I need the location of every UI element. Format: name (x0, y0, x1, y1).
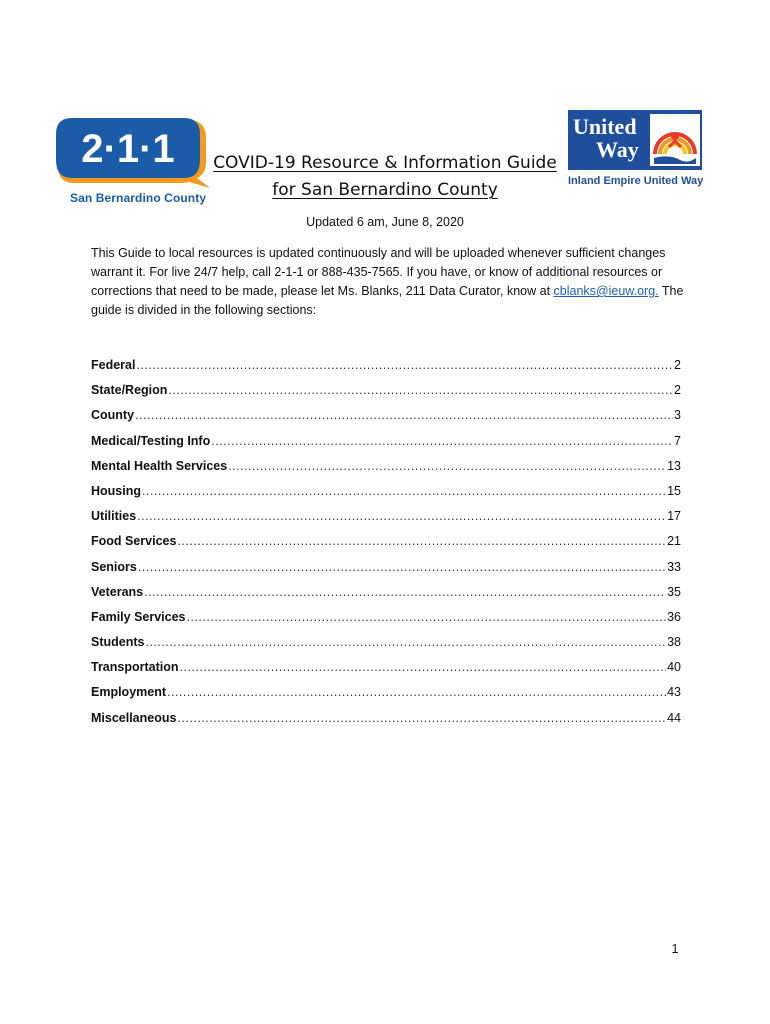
title-line-2: for San Bernardino County (272, 180, 498, 200)
document-title (200, 150, 570, 204)
toc-leader (144, 585, 666, 599)
toc-label: Federal (91, 358, 136, 372)
title-line-1: COVID-19 Resource & Information Guide (213, 153, 557, 173)
toc-label: Family Services (91, 609, 186, 624)
toc-page: 3 (674, 408, 681, 423)
toc-entry[interactable] (91, 434, 681, 459)
toc-page: 13 (667, 458, 681, 473)
toc-label: Students (91, 635, 145, 650)
toc-label: Miscellaneous (91, 710, 177, 725)
toc-leader (145, 635, 666, 649)
logo-211-caption: San Bernardino County (70, 191, 207, 205)
logo-211-number: 2·1·1 (81, 127, 175, 171)
toc-page: 2 (674, 358, 681, 372)
toc-leader (138, 560, 666, 574)
toc-label: Veterans (91, 584, 144, 599)
toc-leader (177, 534, 666, 548)
toc-label: Housing (91, 483, 141, 498)
toc-leader (142, 484, 666, 498)
toc-label: State/Region (91, 383, 168, 398)
intro-text: This Guide to local resources is updated continuously and will be uploaded whenever sufficient changes warrant it. For live 24/7 help, call 2-1-1 or 888-435-7565. If you have, or know of additional resources or corrections that need to be made, please let Ms. Blanks, 211 Data Curator, know at (91, 246, 666, 298)
intro-text-after: The guide is divided in the following sections: (91, 284, 684, 317)
toc-label: Seniors (91, 559, 137, 574)
toc-leader (137, 509, 666, 523)
toc-page: 21 (667, 534, 681, 549)
toc-leader (135, 408, 673, 422)
toc-entry[interactable] (91, 484, 681, 509)
toc-page: 15 (667, 483, 681, 498)
toc-entry[interactable] (91, 660, 681, 685)
toc-page: 35 (667, 584, 681, 599)
toc-page: 17 (667, 509, 681, 524)
toc-label: Mental Health Services (91, 458, 228, 473)
united-way-badge (568, 110, 702, 170)
toc-page: 7 (674, 433, 681, 448)
united-way-word-united: United (573, 114, 637, 139)
toc-page: 33 (667, 559, 681, 574)
toc-label: Utilities (91, 509, 137, 524)
toc-leader (136, 358, 673, 372)
table-of-contents (91, 358, 681, 736)
intro-paragraph (91, 244, 686, 320)
toc-page: 2 (674, 383, 681, 398)
toc-leader (187, 610, 667, 624)
toc-entry[interactable] (91, 383, 681, 408)
toc-entry[interactable] (91, 635, 681, 660)
toc-entry[interactable] (91, 610, 681, 635)
toc-label: Food Services (91, 534, 177, 549)
logo-united-way (568, 110, 704, 190)
toc-entry[interactable] (91, 685, 681, 710)
toc-leader (167, 685, 666, 699)
toc-leader (211, 434, 673, 448)
toc-entry[interactable] (91, 459, 681, 484)
updated-date: Updated 6 am, June 8, 2020 (306, 215, 464, 229)
toc-page: 43 (667, 685, 681, 700)
united-way-hand-rainbow-icon (650, 114, 700, 166)
united-way-caption: Inland Empire United Way (568, 175, 704, 187)
toc-page: 40 (667, 660, 681, 675)
email-link[interactable]: cblanks@ieuw.org. (553, 284, 659, 298)
toc-leader (177, 711, 666, 725)
toc-leader (168, 383, 673, 397)
toc-leader (228, 459, 666, 473)
toc-entry[interactable] (91, 560, 681, 585)
page-number: 1 (671, 942, 679, 956)
toc-entry[interactable] (91, 585, 681, 610)
united-way-word-way: Way (596, 137, 639, 162)
toc-label: Transportation (91, 660, 179, 675)
toc-page: 38 (667, 635, 681, 650)
toc-label: Employment (91, 685, 167, 700)
toc-entry[interactable] (91, 711, 681, 736)
toc-entry[interactable] (91, 534, 681, 559)
toc-page: 36 (667, 609, 681, 624)
toc-entry[interactable] (91, 358, 681, 383)
toc-entry[interactable] (91, 408, 681, 433)
toc-leader (180, 660, 667, 674)
toc-page: 44 (667, 710, 681, 725)
toc-label: Medical/Testing Info (91, 433, 211, 448)
toc-label: County (91, 408, 135, 423)
toc-entry[interactable] (91, 509, 681, 534)
